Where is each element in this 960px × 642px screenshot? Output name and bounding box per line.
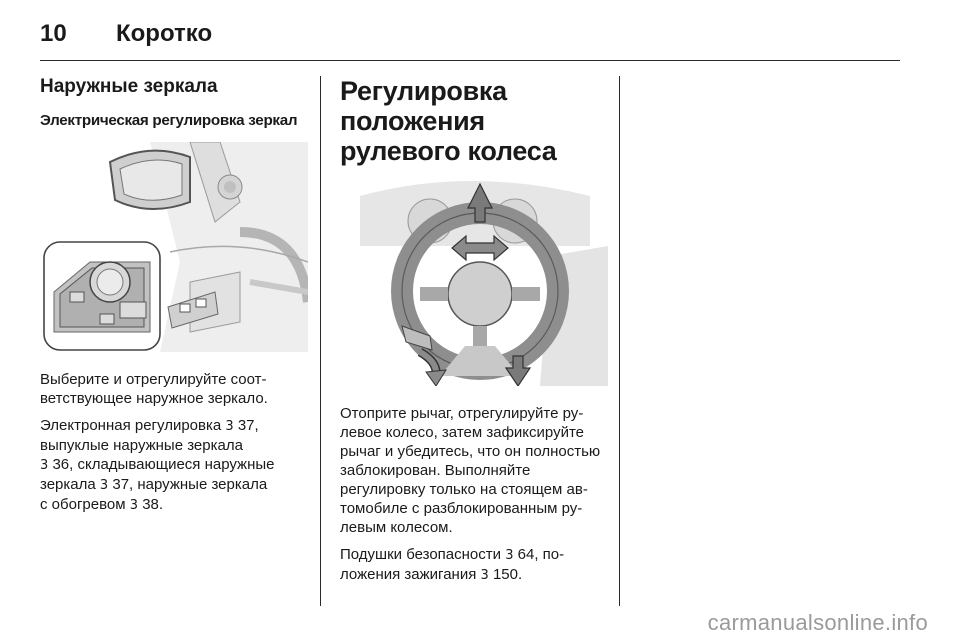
mirror-references (40, 416, 308, 515)
ref-text: с обогревом (40, 496, 126, 513)
steering-instruction: Отоприте рычаг, отрегулируйте рулевое колесо, затем зафиксируйте рычаг и убедитесь, что он полностью заблокирован. Выполняйте регулировку только на стоящем автомобиле с разблокированным рулевым колесом. (340, 405, 601, 536)
column-divider-right (619, 76, 620, 606)
steering-section-title: Регулировка положения рулевого колеса (340, 76, 557, 166)
mirror-instruction: Выберите и отрегулируйте соответствующее наружное зеркало. (40, 371, 268, 407)
ref-page: 37, наружные зеркала (112, 476, 268, 493)
header-divider (40, 60, 900, 61)
steering-references (340, 545, 608, 585)
subsection-title: Электрическая регулировка зеркал (40, 112, 298, 129)
ref-page: 150. (492, 566, 523, 583)
left-column (40, 76, 308, 523)
steering-wheel-illustration (340, 176, 608, 386)
ref-page: 38. (142, 496, 164, 513)
ref-text: Подушки безопасности (340, 546, 502, 563)
ref-arrow-icon: 3 (129, 498, 139, 513)
ref-arrow-icon: 3 (505, 548, 514, 563)
ref-page: 36, складывающиеся наружные (52, 456, 275, 473)
page-number: 10 (40, 20, 67, 47)
ref-text: Электронная регулировка (40, 417, 222, 434)
ref-arrow-icon: 3 (99, 478, 109, 493)
ref-arrow-icon: 3 (40, 458, 49, 473)
ref-arrow-icon: 3 (480, 568, 489, 583)
ref-page: 64, по- (517, 546, 565, 563)
column-divider-left (320, 76, 321, 606)
chapter-title: Коротко (116, 20, 213, 47)
ref-text: выпуклые наружные зеркала (40, 437, 243, 454)
page-header (40, 14, 900, 54)
ref-text: зеркала (40, 476, 96, 493)
section-title: Наружные зеркала (40, 76, 218, 97)
ref-page: 37, (237, 417, 259, 434)
watermark: carmanualsonline.info (707, 610, 928, 635)
right-column (340, 76, 608, 593)
mirror-control-illustration (40, 142, 308, 352)
ref-arrow-icon: 3 (225, 419, 234, 434)
ref-text: ложения зажигания (340, 566, 477, 583)
